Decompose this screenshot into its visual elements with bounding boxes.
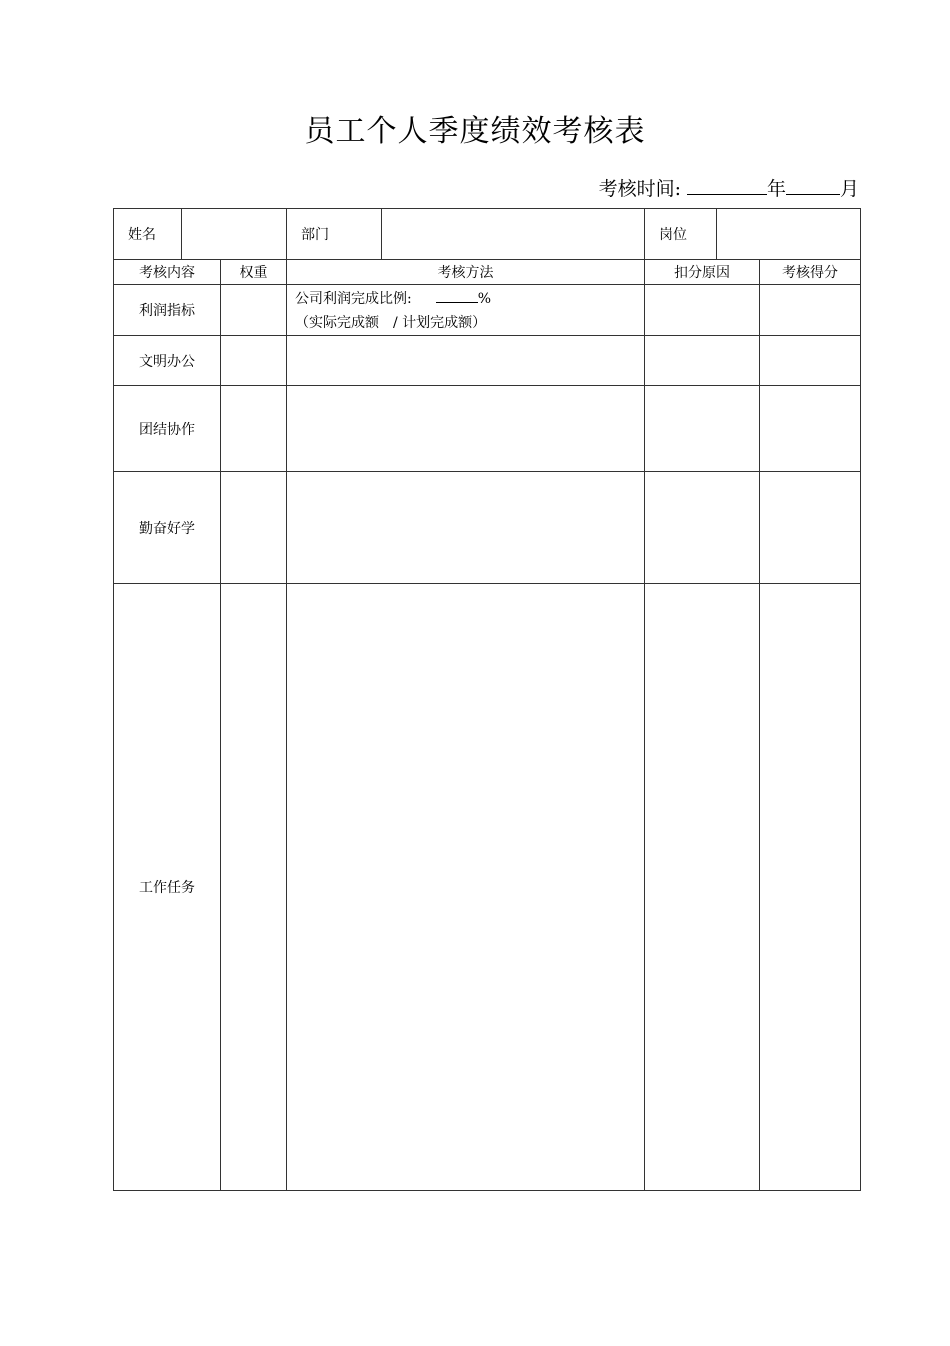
year-blank-field[interactable]	[687, 174, 767, 195]
deduction-cell[interactable]	[645, 336, 760, 386]
table-row	[114, 336, 861, 386]
profit-ratio-label: 公司利润完成比例:	[295, 291, 412, 307]
deduction-cell[interactable]	[645, 472, 760, 584]
assessment-table	[113, 208, 861, 1191]
deduction-cell[interactable]	[645, 285, 760, 336]
deduction-cell[interactable]	[645, 584, 760, 1191]
name-label: 姓名	[114, 209, 182, 260]
item-civilized-office: 文明办公	[114, 336, 221, 386]
year-label: 年	[766, 178, 786, 200]
document-title: 员工个人季度绩效考核表	[304, 114, 646, 149]
department-field[interactable]	[382, 209, 645, 260]
table-row	[114, 472, 861, 584]
item-profit: 利润指标	[114, 285, 221, 336]
header-weight: 权重	[221, 260, 287, 285]
position-field[interactable]	[717, 209, 861, 260]
item-diligence: 勤奋好学	[114, 472, 221, 584]
item-work-tasks: 工作任务	[114, 584, 221, 1191]
weight-cell[interactable]	[221, 386, 287, 472]
percent-sign: %	[477, 291, 492, 307]
method-cell[interactable]	[287, 472, 645, 584]
month-label: 月	[839, 178, 859, 200]
month-blank-field[interactable]	[786, 174, 840, 195]
score-cell[interactable]	[760, 285, 861, 336]
method-profit-line2: （实际完成额 / 计划完成额）	[295, 315, 487, 331]
method-cell[interactable]	[287, 336, 645, 386]
method-cell[interactable]	[287, 386, 645, 472]
department-label: 部门	[287, 209, 382, 260]
header-score: 考核得分	[760, 260, 861, 285]
assessment-date-label: 考核时间:	[598, 178, 681, 200]
header-method: 考核方法	[287, 260, 645, 285]
weight-cell[interactable]	[221, 472, 287, 584]
header-content: 考核内容	[114, 260, 221, 285]
score-cell[interactable]	[760, 472, 861, 584]
deduction-cell[interactable]	[645, 386, 760, 472]
table-row	[114, 285, 861, 336]
table-row	[114, 386, 861, 472]
method-cell[interactable]	[287, 584, 645, 1191]
profit-ratio-blank[interactable]	[436, 288, 478, 303]
weight-cell[interactable]	[221, 285, 287, 336]
method-profit-line1	[295, 287, 636, 311]
weight-cell[interactable]	[221, 584, 287, 1191]
position-label: 岗位	[645, 209, 717, 260]
header-row	[114, 260, 861, 285]
name-field[interactable]	[182, 209, 287, 260]
method-cell-profit	[287, 285, 645, 336]
info-row	[114, 209, 861, 260]
score-cell[interactable]	[760, 584, 861, 1191]
header-deduction: 扣分原因	[645, 260, 760, 285]
score-cell[interactable]	[760, 386, 861, 472]
score-cell[interactable]	[760, 336, 861, 386]
table-row	[114, 584, 861, 1191]
item-teamwork: 团结协作	[114, 386, 221, 472]
weight-cell[interactable]	[221, 336, 287, 386]
assessment-date-line	[599, 174, 859, 202]
